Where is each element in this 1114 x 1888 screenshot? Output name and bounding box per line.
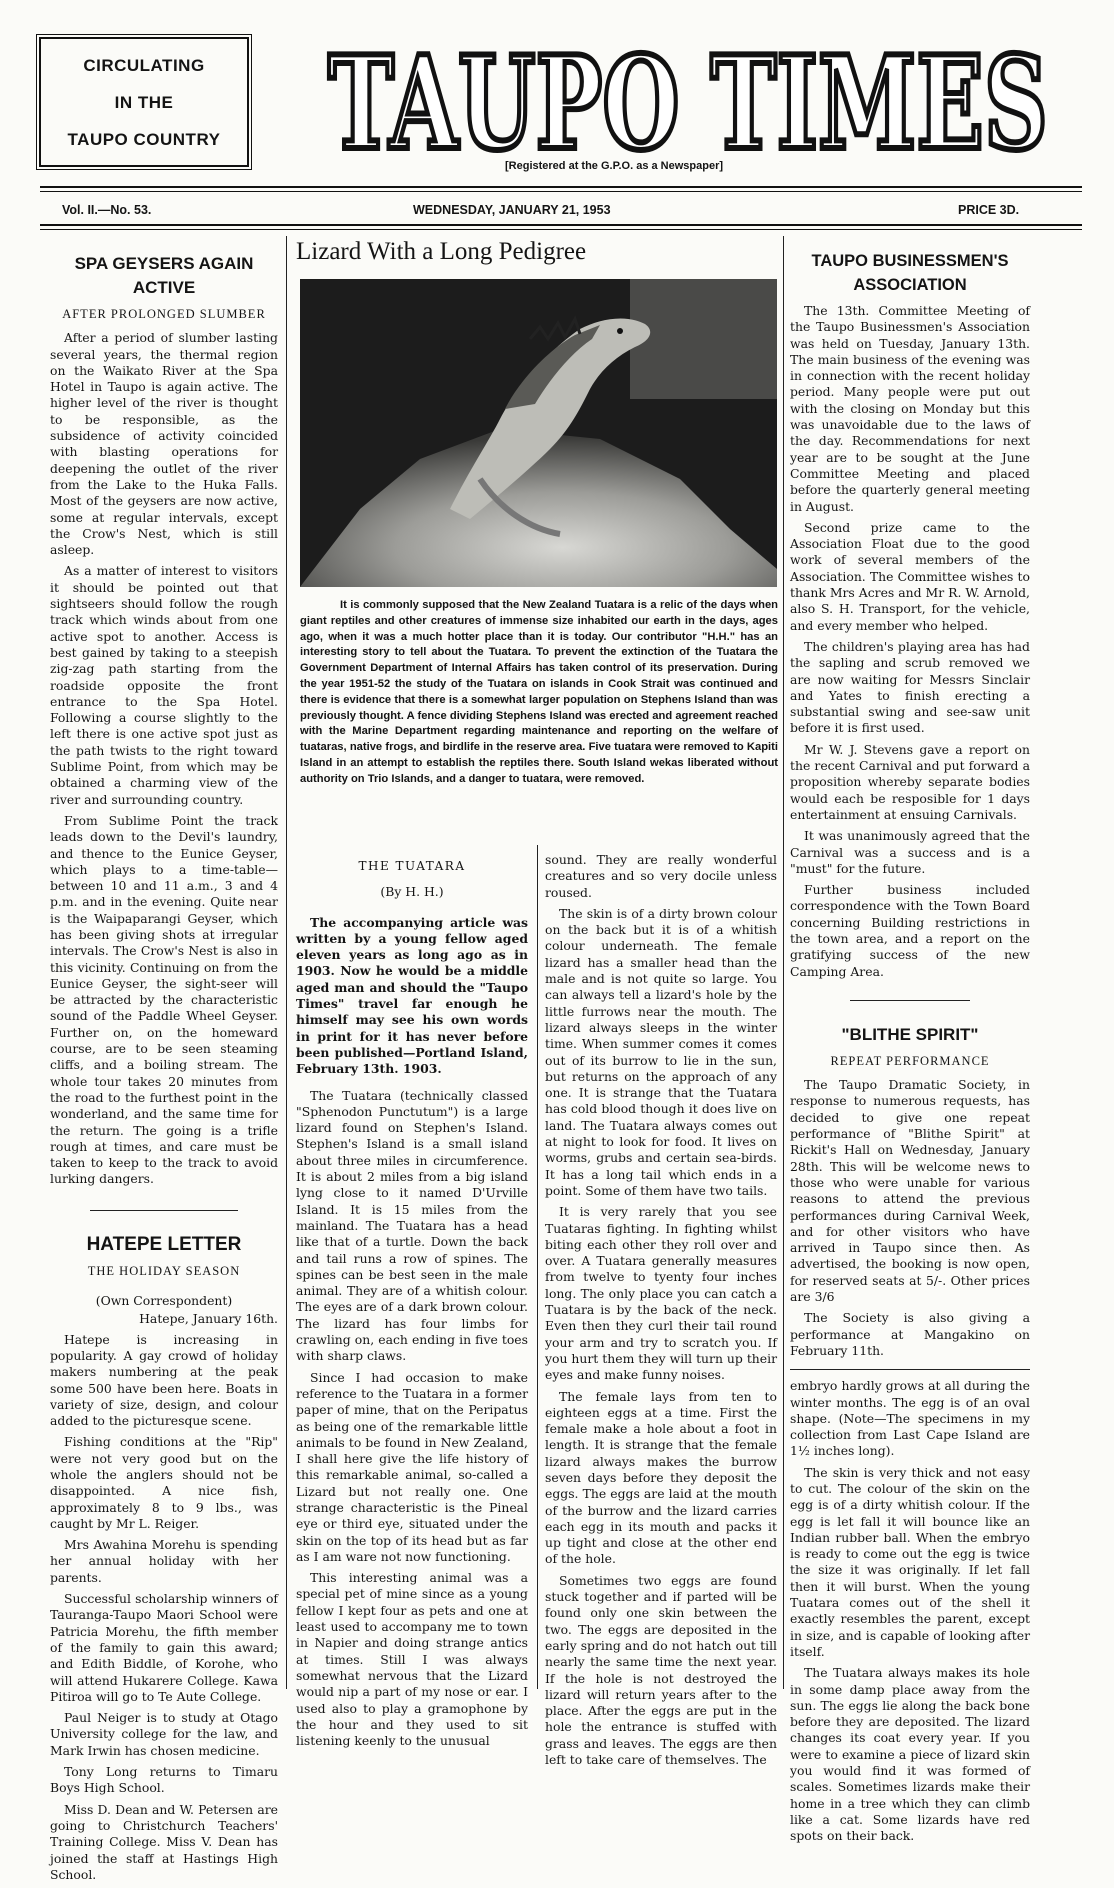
- column-rule-1: [286, 236, 287, 1689]
- masthead-logo: [318, 18, 1058, 168]
- businessmen-paragraph: It was unanimously agreed that the Carnival was a success and is a "must" for the future.: [790, 828, 1030, 876]
- tuatara-image: [300, 279, 777, 587]
- hatepe-paragraph: Paul Neiger is to study at Otago University college for the law, and Mark Irwin has chosen medicine.: [50, 1710, 278, 1758]
- hatepe-headline: HATEPE LETTER: [86, 1233, 242, 1255]
- businessmen-paragraph: Mr W. J. Stevens gave a report on the recent Carnival and put forward a proposition whereby separate bodies would each be resposible for 1 days entertainment at ensuing Carnivals.: [790, 741, 1030, 822]
- tuatara-continued: The Tuatara always makes its hole in some damp place away from the sun. The eggs lie along the back bone before they are deposited. The lizard changes its coat every year. If you were to examine a piece of lizard skin you would find it was formed of scales. Sometimes lizards make their home in a tree which they can climb like a cat. Some lizards have red spots on their back.: [790, 1665, 1030, 1844]
- tuatara-continued: The skin is very thick and not easy to cut. The colour of the skin on the egg is of a dirty whitish colour. If the egg is let fall it will bounce like an Indian rubber ball. When the embryo is ready to come out the egg is twice the size it was originally. If let fall then it will burst. When the young Tuatara comes out of the shell it exactly resembles the parent, except in size, and is capable of looking after itself.: [790, 1464, 1030, 1659]
- masthead-title: TAUPO TIMES: [328, 29, 1048, 168]
- tuatara-paragraph: The Tuatara (technically classed "Sphenodon Punctutum") is a large lizard found on Stephen's Island. Stephen's Island is a small island about three miles in circumference. It is about 2 miles from a big island lyng close to it named D'Urville Island. It is 15 miles from the mainland. The Tuatara has a head like that of a turtle. Down the back and tail runs a row of spines. The spines can be best seen in the male animal. They are of a whitish colour. The eyes are of a dark brown colour. The lizard has four limbs for crawling on, each ending in five toes with sharp claws.: [296, 1087, 528, 1364]
- column-rule-3: [537, 845, 538, 1689]
- section-divider: [850, 1000, 970, 1001]
- box-line-2: IN THE: [114, 92, 174, 112]
- tuatara-title: THE TUATARA: [358, 859, 466, 873]
- hatepe-paragraph: Hatepe is increasing in popularity. A gay crowd of holiday makers numbering at the peak some 500 have been here. Boats in variety of size, design, and colour added to the picturesque scene.: [50, 1331, 278, 1429]
- tuatara-continued: embryo hardly grows at all during the winter months. The egg is of an oval shape. (Note—The specimens in my collection from Last Cape Island are 1½ inches long).: [790, 1378, 1030, 1459]
- tuatara-paragraph: The female lays from ten to eighteen eggs at a time. First the female make a hole about a foot in length. It is strange that the female lizard always makes the burrow seven days before they deposit the eggs. The eggs are laid at the mouth of the burrow and the lizard carries each egg in its mouth and packs it up tight and close at the other end of the hole.: [545, 1388, 777, 1567]
- businessmen-headline: TAUPO BUSINESSMEN'S ASSOCIATION: [811, 252, 1009, 294]
- continuation-rule: [790, 1369, 1030, 1370]
- hatepe-paragraph: Successful scholarship winners of Tauranga-Taupo Maori School were Patricia Morehu, the fifth member of the family to gain this award; and Edith Biddle, of Korohe, who will attend Hukarere College. Kawa Pitiroa will go to Te Aute College.: [50, 1591, 278, 1704]
- spa-geysers-headline: SPA GEYSERS AGAIN ACTIVE: [74, 254, 254, 297]
- tuatara-paragraph: The skin is of a dirty brown colour on the back but it is of a whitish colour underneath. The female lizard has a smaller head than the male and is not quite so large. You can always tell a lizard's hole by the little furrows near the mouth. The lizard always sleeps in the winter time. When summer comes it comes out of its burrow to lie in the sun, but returns on the approach of any one. It is strange that the Tuatara has cold blood though it does live on land. The Tuatara always comes out at night to look for food. It lives on worms, grubs and certain sea-birds. It has a long tail which ends in a point. Some of them have two tails.: [545, 905, 777, 1198]
- blithe-spirit-headline: "BLITHE SPIRIT": [841, 1024, 979, 1044]
- tuatara-paragraph: This interesting animal was a special pet of mine since as a young fellow I kept four as pets and one at least used to accompany me to town in Napier and doing strange antics at times. Still I was always somewhat nervous that the Lizard would nip a part of my nose or ear. I used also to play a gramophone by the hour and they used to sit listening keenly to the unusual: [296, 1570, 528, 1749]
- tuatara-intro: The accompanying article was written by a young fellow aged eleven years as long ago as in 1903. Now he would be a middle aged man and should the "Taupo Times" travel far enough he himself may see his own words in print for it has never before been published—Portland Island, February 13th. 1903.: [296, 914, 528, 1077]
- blithe-paragraph: The Taupo Dramatic Society, in response to numerous requests, has decided to give one repeat performance of "Blithe Spirit" at Rickit's Hall on Wednesday, January 28th. This will be welcome news to those who were unable for various reasons to attend the previous performances during Carnival Week, and for other visitors who have arrived in Taupo since then. As advertised, the booking is now open, for reserved seats at 5/-. Other prices are 3/6: [790, 1077, 1030, 1305]
- hatepe-subhead: THE HOLIDAY SEASON: [87, 1263, 241, 1278]
- center-column-a: [296, 854, 528, 1754]
- header-rule-bottom: [40, 224, 1082, 226]
- box-line-1: CIRCULATING: [83, 55, 205, 75]
- tuatara-paragraph: Sometimes two eggs are found stuck together and if parted will be found only one skin between the two. The eggs are deposited in the early spring and do not hatch out till nearly the same time the next year. If the hole is not destroyed the lizard will return years after to the place. After the eggs are put in the hole the entrance is stuffed with grass and leaves. The eggs are then left to take care of themselves. The: [545, 1572, 777, 1768]
- right-column: [790, 249, 1030, 1850]
- blithe-spirit-subhead: REPEAT PERFORMANCE: [830, 1053, 990, 1068]
- issue-date: WEDNESDAY, JANUARY 21, 1953: [413, 203, 611, 217]
- spa-paragraph: From Sublime Point the track leads down to the Devil's laundry, and thence to the Eunice Geyser, which plays to a time-table—between 10 and 11 a.m., 3 and 4 p.m. and in the evening. Quite near is the Waipaparangi Geyser, which has been giving shots at irregular intervals. The Crow's Nest is also in this vicinity. Continuing on from the Eunice Geyser, the sight-seer will be attracted by the characteristic sound of the Paddle Wheel Geyser. Further on, on the homeward course, are to be seen steaming cliffs, and a boiling stream. The whole tour takes 20 minutes from the road to the furthest point in the wonderland, and the same time for the return. The going is a trifle rough at times, and care must be taken to keep to the track to avoid lurking dangers.: [50, 812, 278, 1187]
- hatepe-paragraph: Mrs Awahina Morehu is spending her annual holiday with her parents.: [50, 1537, 278, 1585]
- businessmen-paragraph: The children's playing area has had the sapling and scrub removed we are now waiting for Messrs Sinclair and Yates to finish erecting a substantial swing and see-saw unit before it is first used.: [790, 638, 1030, 736]
- masthead: [318, 18, 1058, 168]
- column-rule-2: [783, 236, 784, 1689]
- circulation-box: [39, 37, 249, 167]
- hatepe-byline: (Own Correspondent): [95, 1293, 233, 1309]
- tuatara-paragraph: It is very rarely that you see Tuataras fighting. In fighting whilst biting each other they roll over and over. A Tuatara generally measures from twelve to tyenty four inches long. The only place you can catch a Tuatara is by the back of the neck. Even then they curl their tail round your arm and try to scratch you. If you hurt them they will turn up their eyes and make funny noises.: [545, 1204, 777, 1383]
- header-rule-top-thin: [40, 191, 1082, 192]
- hatepe-paragraph: Fishing conditions at the "Rip" were not very good but on the whole the anglers should not be disappointed. A nice fish, approximately 8 to 9 lbs., was caught by Mr L. Reiger.: [50, 1434, 278, 1531]
- tuatara-paragraph: Since I had occasion to make reference to the Tuatara in a former paper of mine, that on the Peripatus as being one of the remarkable little animals to be found in New Zealand, I shall here give the life history of this remarkable animal, so-called a Lizard but not really one. One strange characteristic is the Pineal eye or third eye, situated under the skin on the top of its head but as far as I am ware not now functioning.: [296, 1369, 528, 1564]
- businessmen-paragraph: Further business included correspondence with the Town Board concerning Building restrictions in the town area, and a report on the gratifying success of the new Camping Area.: [790, 882, 1030, 979]
- spa-paragraph: After a period of slumber lasting several years, the thermal region on the Waikato River at the Spa Hotel in Taupo is again active. The higher level of the river is thought to be responsible, as the subsidence of activity coincided with blasting operations for deepening the outlet of the river from the Lake to the Huka Falls. Most of the geysers are now active, some at regular intervals, except the Crow's Nest, which is still asleep.: [50, 330, 278, 558]
- caption-text: It is commonly supposed that the New Zealand Tuatara is a relic of the days when giant reptiles and other creatures of immense size inhabited our earth in the days, ages ago, when it was a much hotter place than it is today. Our contributor "H.H." has an interesting story to tell about the Tuatara. To prevent the extinction of the Tuatara the Government Department of Internal Affairs has taken control of its preservation. During the year 1951-52 the study of the Tuatara on islands in Cook Strait was continued and there is evidence that there is a somewhat larger population on Stephens Island than was previously thought. A fence dividing Stephens Island was erected and agreement reached with the Marine Department regarding maintenance and reporting on the welfare of tuataras, native frogs, and birdlife in the reserve area. Five tuatara were removed to Kapiti Island in an attempt to establish the reptiles there. South Island wekas liberated without authority on Trio Islands, and a danger to tuatara, were removed.: [300, 599, 778, 785]
- header-rule-bottom-thin: [40, 229, 1082, 230]
- hatepe-paragraph: Tony Long returns to Timaru Boys High School.: [50, 1764, 278, 1796]
- hatepe-dateline: Hatepe, January 16th.: [139, 1311, 278, 1327]
- tuatara-paragraph: sound. They are really wonderful creatures and so very docile unless roused.: [545, 852, 777, 900]
- hatepe-paragraph: Miss D. Dean and W. Petersen are going to Christchurch Teachers' Training College. Miss V. Dean has joined the staff at Hastings High School.: [50, 1801, 278, 1882]
- section-divider: [90, 1210, 238, 1211]
- tuatara-byline: (By H. H.): [380, 884, 444, 900]
- left-column: [50, 252, 278, 1888]
- photo-caption: [300, 598, 778, 788]
- blithe-paragraph: The Society is also giving a performance at Mangakino on February 11th.: [790, 1310, 1030, 1358]
- businessmen-paragraph: Second prize came to the Association Float due to the good work of several members of the Association. The Committee wishes to thank Mrs Acres and Mr R. W. Arnold, also S. H. Transport, for the vehicle, and every member who helped.: [790, 519, 1030, 633]
- center-column-b: [545, 852, 777, 1773]
- spa-paragraph: As a matter of interest to visitors it should be pointed out that sightseers should follow the rough track which winds about from one active spot to another. Access is best gained by taking to a steepish zig-zag path starting from the roadside opposite the front entrance to the Spa Hotel. Following a course slightly to the left there is one active spot just as the path twists to the right toward Sublime Point, from which may be obtained a charming view of the river and surrounding country.: [50, 563, 278, 807]
- lizard-headline: Lizard With a Long Pedigree: [296, 238, 587, 265]
- businessmen-paragraph: The 13th. Committee Meeting of the Taupo Businessmen's Association was held on Tuesday, January 13th. The main business of the evening was in connection with the recent holiday period. Many people were put out with the closing on Monday but this was unavoidable due to the laws of the day. Recommendations for next year are to be sought at the June Committee Meeting and placed before the quarterly general meeting in August.: [790, 303, 1030, 514]
- tuatara-photo: [300, 279, 777, 587]
- price: PRICE 3D.: [958, 203, 1020, 217]
- spa-geysers-subhead: AFTER PROLONGED SLUMBER: [62, 307, 266, 321]
- registration-note: [Registered at the G.P.O. as a Newspaper]: [505, 160, 724, 172]
- tuatara-intro-block: [296, 915, 528, 1078]
- box-line-3: TAUPO COUNTRY: [67, 129, 221, 149]
- volume-number: Vol. II.—No. 53.: [62, 203, 152, 217]
- header-rule-top: [40, 186, 1082, 188]
